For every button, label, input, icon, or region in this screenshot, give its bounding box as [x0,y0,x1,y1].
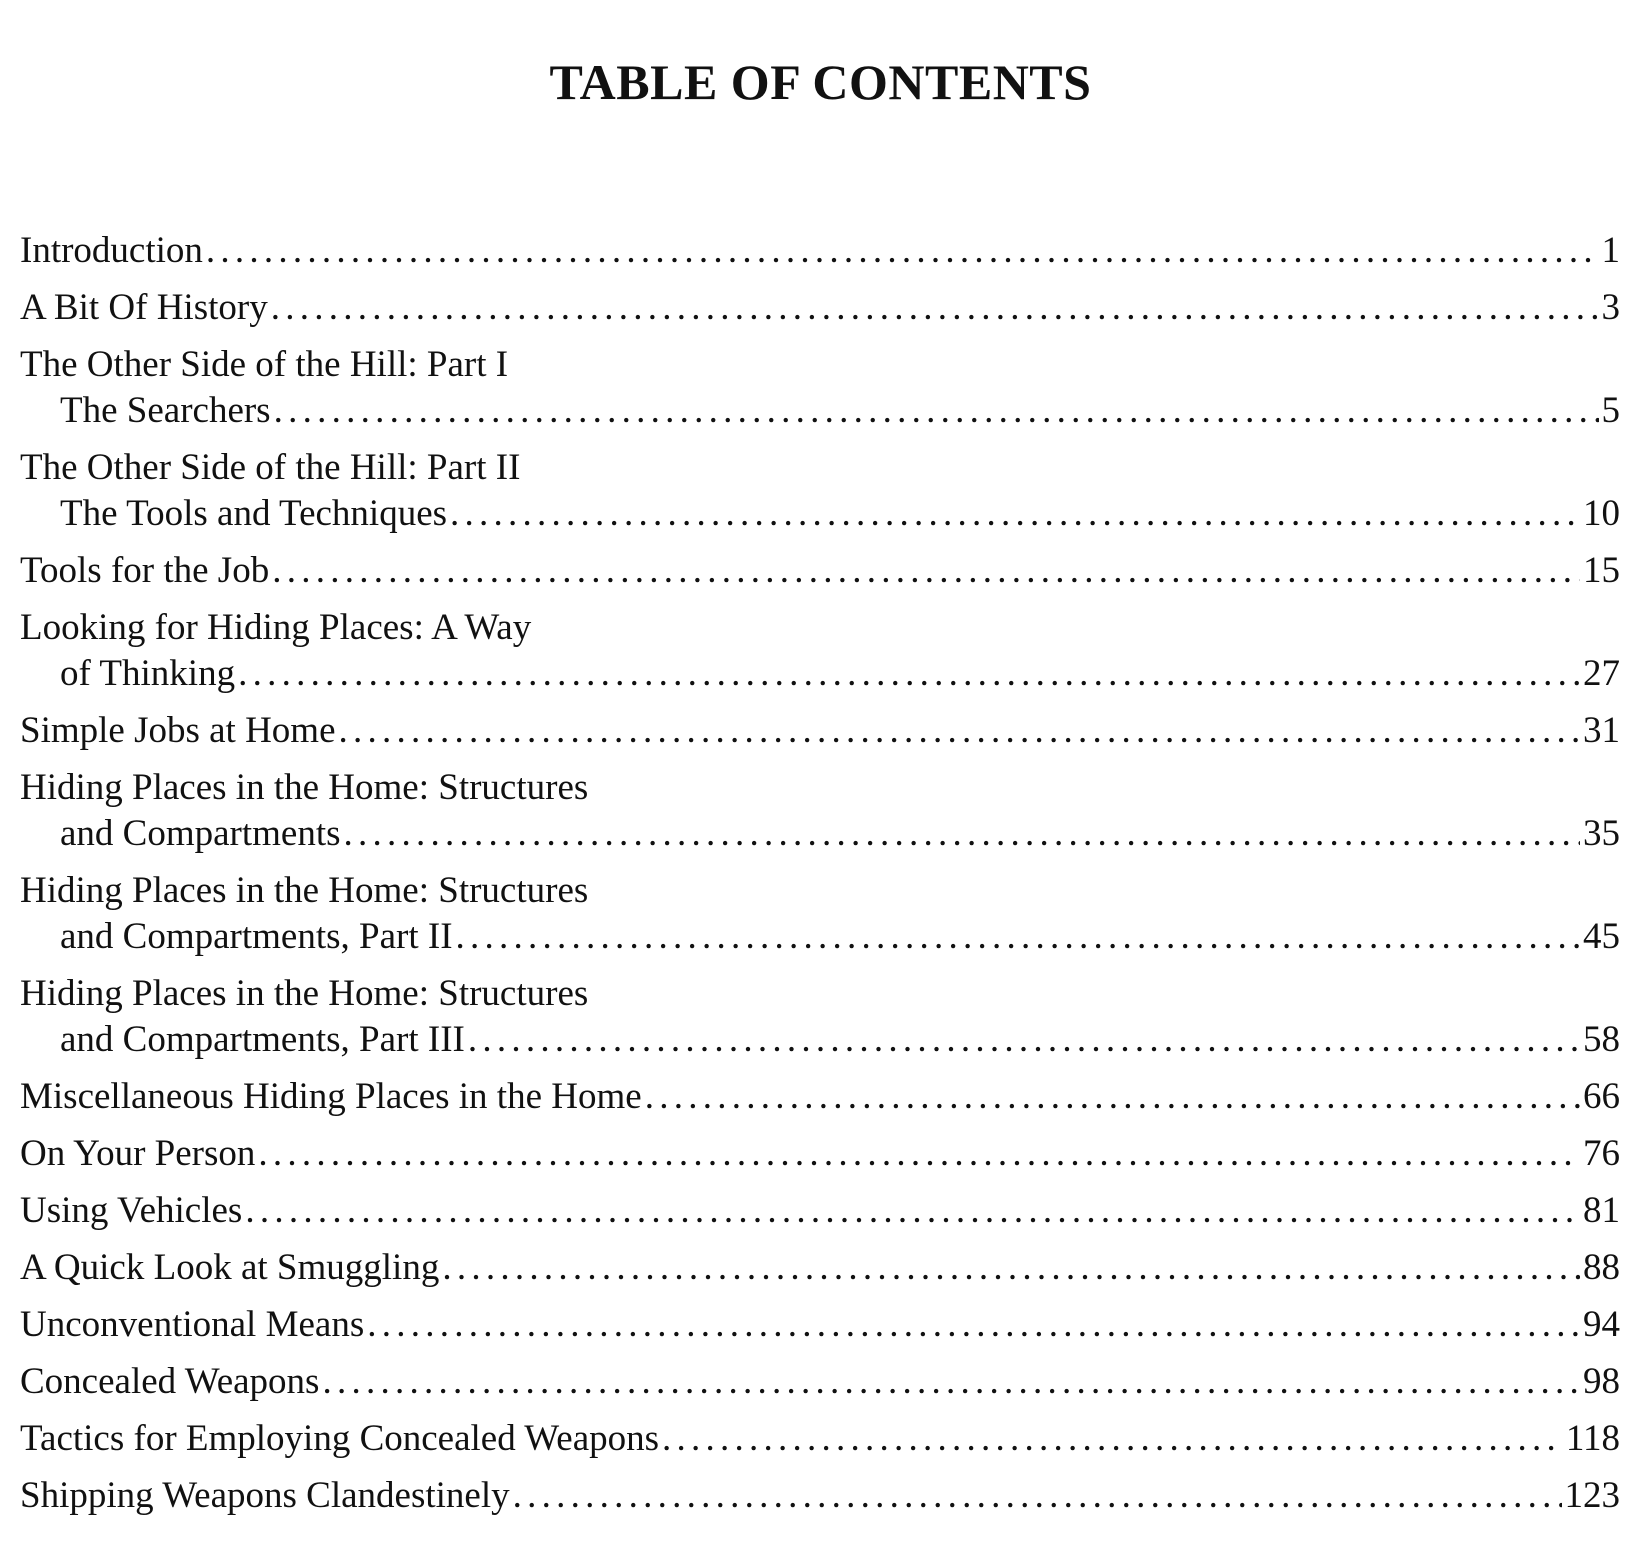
dot-leader [645,1074,1580,1120]
toc-entry-title: A Bit Of History [20,287,268,328]
toc-entry-line [20,868,1620,914]
toc-entry-title: Hiding Places in the Home: Structures [20,973,589,1014]
toc-page-number: 118 [1565,1418,1620,1459]
toc-entry-continuation-line [20,491,1620,537]
toc-entry [20,605,1620,697]
toc-entry-line [20,228,1620,274]
toc-entry-title: The Searchers [60,390,271,431]
toc-entry-line [20,548,1620,594]
toc-entry-line [20,445,1620,491]
dot-leader [206,228,1599,274]
toc-entry-title: Looking for Hiding Places: A Way [20,607,532,648]
dot-leader [513,1473,1562,1519]
toc-entry-title: The Other Side of the Hill: Part I [20,344,509,385]
toc-entry-continuation-line [20,1017,1620,1063]
toc-entry [20,971,1620,1063]
toc-entry-title: The Other Side of the Hill: Part II [20,447,521,488]
toc-page-number: 123 [1564,1475,1620,1516]
toc-entry [20,1074,1620,1120]
toc-entry-title: Hiding Places in the Home: Structures [20,767,589,808]
toc-entry-title: On Your Person [20,1133,256,1174]
toc-entry-title: of Thinking [60,653,236,694]
toc-page-number: 27 [1583,653,1620,694]
toc-entry-title: Shipping Weapons Clandestinely [20,1475,510,1516]
toc-entry-title: Unconventional Means [20,1304,365,1345]
toc-entry [20,708,1620,754]
toc-entry-title: Concealed Weapons [20,1361,320,1402]
toc-entry-title: Miscellaneous Hiding Places in the Home [20,1076,642,1117]
toc-entry-title: The Tools and Techniques [60,493,448,534]
toc-entry [20,285,1620,331]
toc-page-number: 31 [1583,710,1620,751]
toc-page-number: 58 [1583,1019,1620,1060]
toc-page-number: 1 [1601,230,1620,271]
dot-leader [662,1416,1563,1462]
dot-leader [456,914,1580,960]
toc-entry-line [20,1302,1620,1348]
toc-entry-line [20,765,1620,811]
toc-page-number: 98 [1583,1361,1620,1402]
dot-leader [322,1359,1580,1405]
dot-leader [238,651,1580,697]
toc-entry-line [20,708,1620,754]
dot-leader [271,285,1599,331]
toc-entry-line [20,1359,1620,1405]
toc-entry [20,1359,1620,1405]
toc-entry-continuation-line [20,388,1620,434]
toc-entry [20,445,1620,537]
dot-leader [245,1188,1580,1234]
toc-page-number: 81 [1583,1190,1620,1231]
toc-page-number: 76 [1583,1133,1620,1174]
toc-entry-line [20,971,1620,1017]
dot-leader [442,1245,1580,1291]
toc-entry [20,1245,1620,1291]
page-title: TABLE OF CONTENTS [549,54,1092,110]
toc-entry [20,342,1620,434]
toc-entry-line [20,1473,1620,1519]
dot-leader [344,811,1580,857]
toc-page-number: 94 [1583,1304,1620,1345]
toc-page-number: 15 [1583,550,1620,591]
toc-entry-title: Introduction [20,230,203,271]
toc-entry-line [20,1131,1620,1177]
toc-entry-title: and Compartments, Part II [60,916,453,957]
toc-entry-line [20,1188,1620,1234]
toc-entry-title: Using Vehicles [20,1190,243,1231]
toc-page-number: 66 [1583,1076,1620,1117]
toc-page-number: 45 [1583,916,1620,957]
dot-leader [339,708,1580,754]
toc-page-number: 5 [1601,390,1620,431]
dot-leader [468,1017,1580,1063]
toc-entry-line [20,605,1620,651]
dot-leader [274,388,1599,434]
toc-entry-continuation-line [20,651,1620,697]
dot-leader [272,548,1580,594]
dot-leader [450,491,1580,537]
toc-entry-title: Tools for the Job [20,550,270,591]
toc-entry-line [20,1245,1620,1291]
toc-entry-title: and Compartments [60,813,341,854]
dot-leader [367,1302,1580,1348]
toc-entry-line [20,1416,1620,1462]
toc-entry-line [20,342,1620,388]
toc-entry-title: Hiding Places in the Home: Structures [20,870,589,911]
table-of-contents [20,228,1620,1530]
toc-page-number: 10 [1583,493,1620,534]
toc-entry-title: Simple Jobs at Home [20,710,336,751]
toc-entry-title: Tactics for Employing Concealed Weapons [20,1418,660,1459]
toc-page-number: 3 [1601,287,1620,328]
toc-entry-title: A Quick Look at Smuggling [20,1247,440,1288]
dot-leader [258,1131,1580,1177]
toc-entry [20,548,1620,594]
toc-entry-line [20,285,1620,331]
toc-entry-continuation-line [20,811,1620,857]
toc-page-number: 35 [1583,813,1620,854]
toc-page-number: 88 [1583,1247,1620,1288]
toc-entry [20,1302,1620,1348]
toc-entry [20,1473,1620,1519]
toc-entry-line [20,1074,1620,1120]
toc-entry [20,1131,1620,1177]
toc-entry [20,765,1620,857]
toc-entry [20,1416,1620,1462]
toc-entry-title: and Compartments, Part III [60,1019,465,1060]
toc-entry [20,868,1620,960]
toc-entry [20,228,1620,274]
toc-entry [20,1188,1620,1234]
toc-entry-continuation-line [20,914,1620,960]
